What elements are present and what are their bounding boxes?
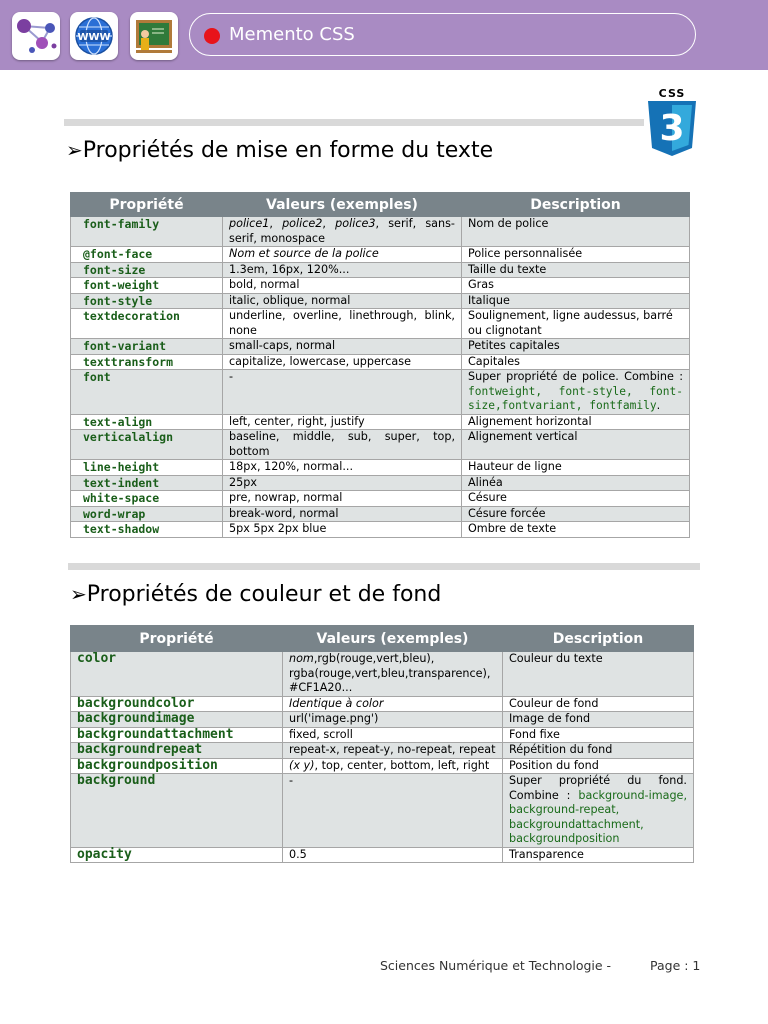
css3-logo bbox=[646, 86, 698, 158]
table-row bbox=[71, 506, 690, 522]
table-row bbox=[71, 339, 690, 355]
table-row bbox=[71, 217, 690, 247]
property-name: @font-face bbox=[71, 247, 223, 263]
page-number: Page : 1 bbox=[650, 958, 701, 973]
color-background-properties-table bbox=[70, 625, 694, 863]
footer-text: Sciences Numérique et Technologie - bbox=[380, 958, 612, 973]
property-name: font-family bbox=[71, 217, 223, 247]
property-name: font-variant bbox=[71, 339, 223, 355]
property-values: police1, police2, police3, serif, sans-serif, monospace bbox=[223, 217, 462, 247]
table-row bbox=[71, 460, 690, 476]
property-description: Super propriété de police. Combine : fontweight, font-style, font-size,fontvariant, fontfamily. bbox=[462, 370, 690, 415]
section-heading: ➢Propriétés de couleur et de fond bbox=[70, 582, 442, 607]
column-header: Description bbox=[503, 626, 694, 652]
property-values: bold, normal bbox=[223, 278, 462, 294]
property-description: Césure bbox=[462, 491, 690, 507]
table-row bbox=[71, 309, 690, 339]
property-name: opacity bbox=[71, 847, 283, 863]
top-bar bbox=[0, 0, 768, 70]
property-name: font-style bbox=[71, 293, 223, 309]
table-row bbox=[71, 652, 694, 697]
arrow-bullet-icon: ➢ bbox=[70, 582, 87, 606]
table-row bbox=[71, 293, 690, 309]
property-name: verticalalign bbox=[71, 430, 223, 460]
property-name: backgroundrepeat bbox=[71, 743, 283, 759]
property-description: Soulignement, ligne audessus, barré ou clignotant bbox=[462, 309, 690, 339]
www-globe-icon[interactable] bbox=[70, 12, 118, 60]
property-description: Ombre de texte bbox=[462, 522, 690, 538]
property-name: background bbox=[71, 774, 283, 848]
property-values: 0.5 bbox=[283, 847, 503, 863]
property-name: backgroundcolor bbox=[71, 696, 283, 712]
property-values: - bbox=[223, 370, 462, 415]
property-values: - bbox=[283, 774, 503, 848]
property-name: backgroundattachment bbox=[71, 727, 283, 743]
record-dot-icon bbox=[204, 28, 220, 44]
column-header: Valeurs (exemples) bbox=[283, 626, 503, 652]
title-pill bbox=[189, 13, 696, 56]
property-values: fixed, scroll bbox=[283, 727, 503, 743]
property-name: white-space bbox=[71, 491, 223, 507]
property-description: Transparence bbox=[503, 847, 694, 863]
svg-text:3: 3 bbox=[659, 108, 685, 149]
table-row bbox=[71, 758, 694, 774]
teacher-board-icon[interactable] bbox=[130, 12, 178, 60]
table-row bbox=[71, 262, 690, 278]
section-divider bbox=[68, 563, 700, 570]
property-description: Couleur de fond bbox=[503, 696, 694, 712]
property-values: capitalize, lowercase, uppercase bbox=[223, 354, 462, 370]
property-values: nom,rgb(rouge,vert,bleu), rgba(rouge,vert,bleu,transparence), #CF1A20... bbox=[283, 652, 503, 697]
property-name: font-size bbox=[71, 262, 223, 278]
property-description: Petites capitales bbox=[462, 339, 690, 355]
property-description: Super propriété du fond. Combine : background-image, background-repeat, backgroundattachment, backgroundposition bbox=[503, 774, 694, 848]
column-header: Propriété bbox=[71, 193, 223, 217]
property-description: Gras bbox=[462, 278, 690, 294]
text-properties-table bbox=[70, 192, 690, 538]
property-name: font bbox=[71, 370, 223, 415]
property-description: Police personnalisée bbox=[462, 247, 690, 263]
property-name: text-align bbox=[71, 414, 223, 430]
property-description: Fond fixe bbox=[503, 727, 694, 743]
property-values: left, center, right, justify bbox=[223, 414, 462, 430]
property-name: text-shadow bbox=[71, 522, 223, 538]
table-row bbox=[71, 774, 694, 848]
property-values: baseline, middle, sub, super, top, bottom bbox=[223, 430, 462, 460]
property-name: backgroundposition bbox=[71, 758, 283, 774]
property-description: Italique bbox=[462, 293, 690, 309]
property-description: Nom de police bbox=[462, 217, 690, 247]
property-description: Hauteur de ligne bbox=[462, 460, 690, 476]
property-description: Capitales bbox=[462, 354, 690, 370]
table-row bbox=[71, 743, 694, 759]
property-name: word-wrap bbox=[71, 506, 223, 522]
column-header: Propriété bbox=[71, 626, 283, 652]
property-description: Taille du texte bbox=[462, 262, 690, 278]
network-icon[interactable] bbox=[12, 12, 60, 60]
svg-text:WWW: WWW bbox=[77, 32, 111, 43]
table-row bbox=[71, 491, 690, 507]
table-row bbox=[71, 696, 694, 712]
property-description: Alignement horizontal bbox=[462, 414, 690, 430]
table-row bbox=[71, 727, 694, 743]
property-values: underline, overline, linethrough, blink, none bbox=[223, 309, 462, 339]
property-description: Couleur du texte bbox=[503, 652, 694, 697]
table-row bbox=[71, 278, 690, 294]
table-row bbox=[71, 522, 690, 538]
property-name: line-height bbox=[71, 460, 223, 476]
property-name: backgroundimage bbox=[71, 712, 283, 728]
table-row bbox=[71, 475, 690, 491]
property-values: italic, oblique, normal bbox=[223, 293, 462, 309]
svg-text:CSS: CSS bbox=[658, 87, 686, 100]
property-values: small-caps, normal bbox=[223, 339, 462, 355]
table-row bbox=[71, 847, 694, 863]
property-description: Répétition du fond bbox=[503, 743, 694, 759]
property-values: Identique à color bbox=[283, 696, 503, 712]
property-name: text-indent bbox=[71, 475, 223, 491]
table-row bbox=[71, 712, 694, 728]
property-values: break-word, normal bbox=[223, 506, 462, 522]
property-description: Césure forcée bbox=[462, 506, 690, 522]
section-divider bbox=[64, 119, 644, 126]
arrow-bullet-icon: ➢ bbox=[66, 138, 83, 162]
table-row bbox=[71, 247, 690, 263]
property-name: textdecoration bbox=[71, 309, 223, 339]
column-header: Valeurs (exemples) bbox=[223, 193, 462, 217]
property-values: 5px 5px 2px blue bbox=[223, 522, 462, 538]
table-row bbox=[71, 370, 690, 415]
property-values: pre, nowrap, normal bbox=[223, 491, 462, 507]
property-values: (x y), top, center, bottom, left, right bbox=[283, 758, 503, 774]
property-name: color bbox=[71, 652, 283, 697]
property-description: Alinéa bbox=[462, 475, 690, 491]
property-description: Image de fond bbox=[503, 712, 694, 728]
column-header: Description bbox=[462, 193, 690, 217]
property-values: 1.3em, 16px, 120%... bbox=[223, 262, 462, 278]
property-name: font-weight bbox=[71, 278, 223, 294]
property-values: repeat-x, repeat-y, no-repeat, repeat bbox=[283, 743, 503, 759]
property-values: 18px, 120%, normal... bbox=[223, 460, 462, 476]
property-values: url('image.png') bbox=[283, 712, 503, 728]
app-title: Memento CSS bbox=[229, 24, 355, 45]
property-description: Alignement vertical bbox=[462, 430, 690, 460]
property-name: texttransform bbox=[71, 354, 223, 370]
property-values: Nom et source de la police bbox=[223, 247, 462, 263]
property-description: Position du fond bbox=[503, 758, 694, 774]
section-heading: ➢Propriétés de mise en forme du texte bbox=[66, 138, 494, 163]
table-row bbox=[71, 430, 690, 460]
table-row bbox=[71, 414, 690, 430]
property-values: 25px bbox=[223, 475, 462, 491]
table-row bbox=[71, 354, 690, 370]
